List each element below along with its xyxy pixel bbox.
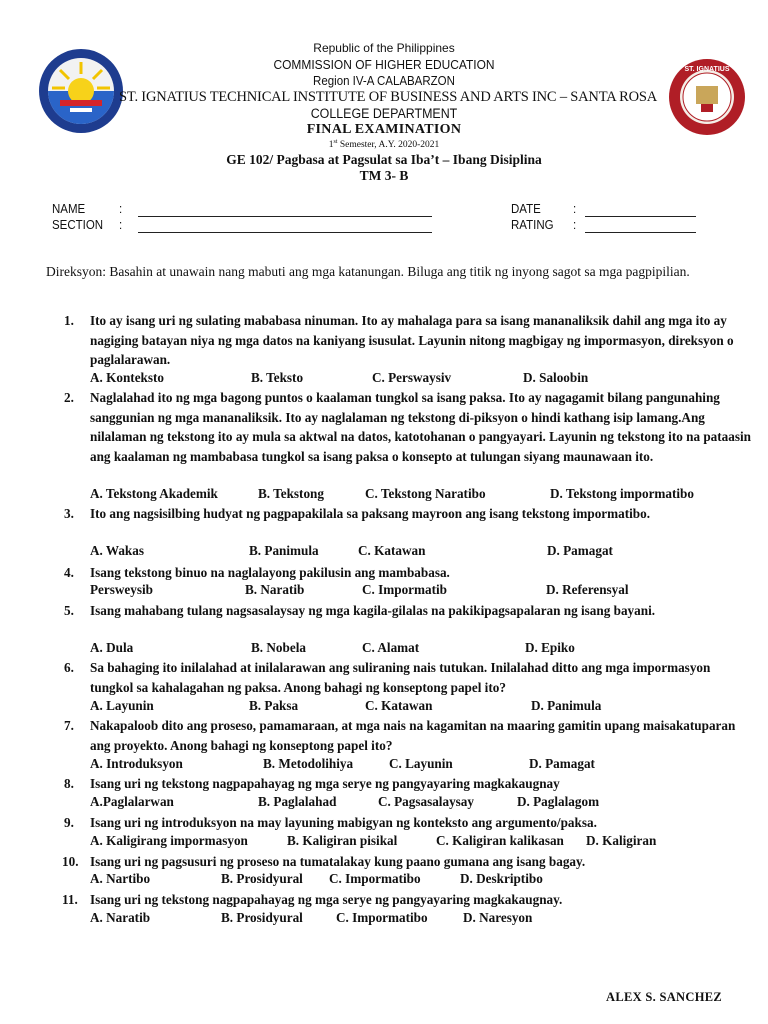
school-name: ST. IGNATIUS TECHNICAL INSTITUTE OF BUSINESS AND ARTS INC – SANTA ROSA — [119, 89, 657, 105]
option-b[interactable]: B. Nobela — [251, 640, 306, 655]
option-c[interactable]: C. Katawan — [358, 543, 426, 558]
option-a[interactable]: A. Tekstong Akademik — [90, 486, 218, 501]
question-text: Isang uri ng tekstong nagpapahayag ng mga serye ng pangyayaring magkakaugnay — [90, 776, 560, 791]
section-colon: : — [119, 218, 123, 232]
option-c[interactable]: C. Kaligiran kalikasan — [436, 833, 564, 848]
section-label: SECTION — [52, 218, 104, 232]
question-number: 6. — [64, 660, 74, 675]
option-b[interactable]: B. Teksto — [251, 370, 304, 385]
department-line: COLLEGE DEPARTMENT — [310, 106, 458, 121]
question-number: 9. — [64, 815, 74, 830]
option-a[interactable]: A. Layunin — [90, 698, 154, 713]
option-c[interactable]: C. Impormatib — [362, 582, 447, 597]
option-a[interactable]: A. Introduksyon — [90, 756, 183, 771]
option-c[interactable]: C. Impormatibo — [336, 910, 428, 925]
date-label: DATE — [511, 202, 541, 216]
option-b[interactable]: B. Metodolihiya — [263, 756, 354, 771]
option-d[interactable]: D. Referensyal — [546, 582, 629, 597]
class-section: TM 3- B — [359, 168, 409, 183]
question-number: 11. — [62, 892, 78, 907]
question-number: 3. — [64, 506, 74, 521]
option-c[interactable]: C. Layunin — [389, 756, 453, 771]
rating-field[interactable] — [585, 232, 696, 233]
question-number: 10. — [62, 854, 79, 869]
name-field[interactable] — [138, 216, 432, 217]
option-a[interactable]: A.Paglalarwan — [90, 794, 174, 809]
option-a[interactable]: Persweysib — [90, 582, 153, 597]
course-title: GE 102/ Pagbasa at Pagsulat sa Iba’t – Ibang Disiplina — [226, 152, 542, 167]
rating-label: RATING — [511, 218, 554, 232]
name-label: NAME — [52, 202, 86, 216]
option-c[interactable]: C. Perswaysiv — [372, 370, 452, 385]
option-b[interactable]: B. Paksa — [249, 698, 299, 713]
option-d[interactable]: D. Naresyon — [463, 910, 533, 925]
option-d[interactable]: D. Pamagat — [547, 543, 613, 558]
option-c[interactable]: C. Alamat — [362, 640, 420, 655]
option-b[interactable]: B. Panimula — [249, 543, 319, 558]
question-text: Sa bahaging ito inilalahad at inilalarawan ang suliraning nais tutukan. Inilalahad ditto ang mga impormasyon tungkol sa kahalagahan ng paksa. Anong bahagi ng konseptong papel ito? — [90, 660, 711, 695]
option-d[interactable]: D. Epiko — [525, 640, 575, 655]
question-number: 1. — [64, 313, 74, 328]
option-a[interactable]: A. Konteksto — [90, 370, 164, 385]
section-field[interactable] — [138, 232, 432, 233]
republic-line: Republic of the Philippines — [313, 41, 455, 55]
option-b[interactable]: B. Prosidyural — [221, 910, 303, 925]
question-number: 4. — [64, 565, 74, 580]
option-b[interactable]: B. Naratib — [245, 582, 305, 597]
question-text: Ito ay isang uri ng sulating mababasa ninuman. Ito ay mahalaga para sa isang mananaliksik dahil ang mga ito ay nagiging batayan niya ng mga datos na kaniyang isusulat. Layunin nitong magbigay ng impormasyon, direksyon o paglalarawan. — [90, 313, 734, 367]
rating-colon: : — [573, 218, 577, 232]
semester-line: 1st Semester, A.Y. 2020-2021 — [328, 139, 440, 151]
option-d[interactable]: D. Kaligiran — [586, 833, 657, 848]
option-d[interactable]: D. Saloobin — [523, 370, 589, 385]
question-text: Isang uri ng tekstong nagpapahayag ng mga serye ng pangyayaring magkakaugnay. — [90, 892, 563, 907]
question-text: Naglalahad ito ng mga bagong puntos o kaalaman tungkol sa isang paksa. Ito ay nagagamit bilang pangunahing sanggunian ng mga mananaliksik. Ito ay naglalaman ng tekstong di-piksyon o hindi kathang isip lamang.Ang nilalaman ng tekstong ito ay mula sa aktwal na datos, katotohanan o pangyayari. Layunin ng tekstong ito na pataasin ang kaalaman ng mambabasa tungkol sa isang paksa o konsepto at tulungan siyang maunawaan ito. — [90, 390, 751, 464]
option-a[interactable]: A. Nartibo — [90, 871, 151, 886]
option-b[interactable]: B. Paglalahad — [258, 794, 337, 809]
name-colon: : — [119, 202, 123, 216]
svg-text:ST. IGNATIUS: ST. IGNATIUS — [684, 66, 730, 73]
commission-line: COMMISSION OF HIGHER EDUCATION — [273, 57, 495, 72]
option-b[interactable]: B. Prosidyural — [221, 871, 303, 886]
question-number: 7. — [64, 718, 74, 733]
date-field[interactable] — [585, 216, 696, 217]
option-d[interactable]: D. Deskriptibo — [460, 871, 543, 886]
question-text: Isang uri ng pagsusuri ng proseso na tumatalakay kung paano gumana ang isang bagay. — [90, 854, 586, 869]
option-c[interactable]: C. Impormatibo — [329, 871, 421, 886]
option-d[interactable]: D. Tekstong impormatibo — [550, 486, 694, 501]
question-number: 8. — [64, 776, 74, 791]
option-a[interactable]: A. Dula — [90, 640, 134, 655]
date-colon: : — [573, 202, 577, 216]
question-text: Isang tekstong binuo na naglalayong pakilusin ang mambabasa. — [90, 565, 450, 580]
exam-title: FINAL EXAMINATION — [306, 122, 462, 137]
question-text: Isang mahabang tulang nagsasalaysay ng mga kagila-gilalas na pakikipagsapalaran ng isang bayani. — [90, 603, 656, 618]
question-number: 5. — [64, 603, 74, 618]
question-text: Isang uri ng introduksyon na may layuning mabigyan ng konteksto ang argumento/paksa. — [90, 815, 597, 830]
option-a[interactable]: A. Wakas — [90, 543, 144, 558]
option-d[interactable]: D. Panimula — [531, 698, 602, 713]
option-a[interactable]: A. Kaligirang impormasyon — [90, 833, 248, 848]
option-a[interactable]: A. Naratib — [90, 910, 151, 925]
option-c[interactable]: C. Tekstong Naratibo — [365, 486, 486, 501]
option-b[interactable]: B. Kaligiran pisikal — [287, 833, 398, 848]
question-number: 2. — [64, 390, 74, 405]
option-b[interactable]: B. Tekstong — [258, 486, 324, 501]
directions: Direksyon: Basahin at unawain nang mabuti ang mga katanungan. Biluga ang titik ng inyong sagot sa mga pagpipilian. — [46, 264, 690, 279]
option-d[interactable]: D. Pamagat — [529, 756, 595, 771]
region-line: Region IV-A CALABARZON — [313, 74, 455, 88]
question-text: Ito ang nagsisilbing hudyat ng pagpapakilala sa paksang mayroon ang isang tekstong impormatibo. — [90, 506, 651, 521]
option-c[interactable]: C. Katawan — [365, 698, 433, 713]
option-c[interactable]: C. Pagsasalaysay — [378, 794, 474, 809]
teacher-signature: ALEX S. SANCHEZ — [606, 990, 722, 1004]
question-text: Nakapaloob dito ang proseso, pamamaraan, at mga nais na kagamitan na maaring gamitin upang maisakatuparan ang proyekto. Anong bahagi ng konseptong papel ito? — [90, 718, 736, 753]
option-d[interactable]: D. Paglalagom — [517, 794, 600, 809]
